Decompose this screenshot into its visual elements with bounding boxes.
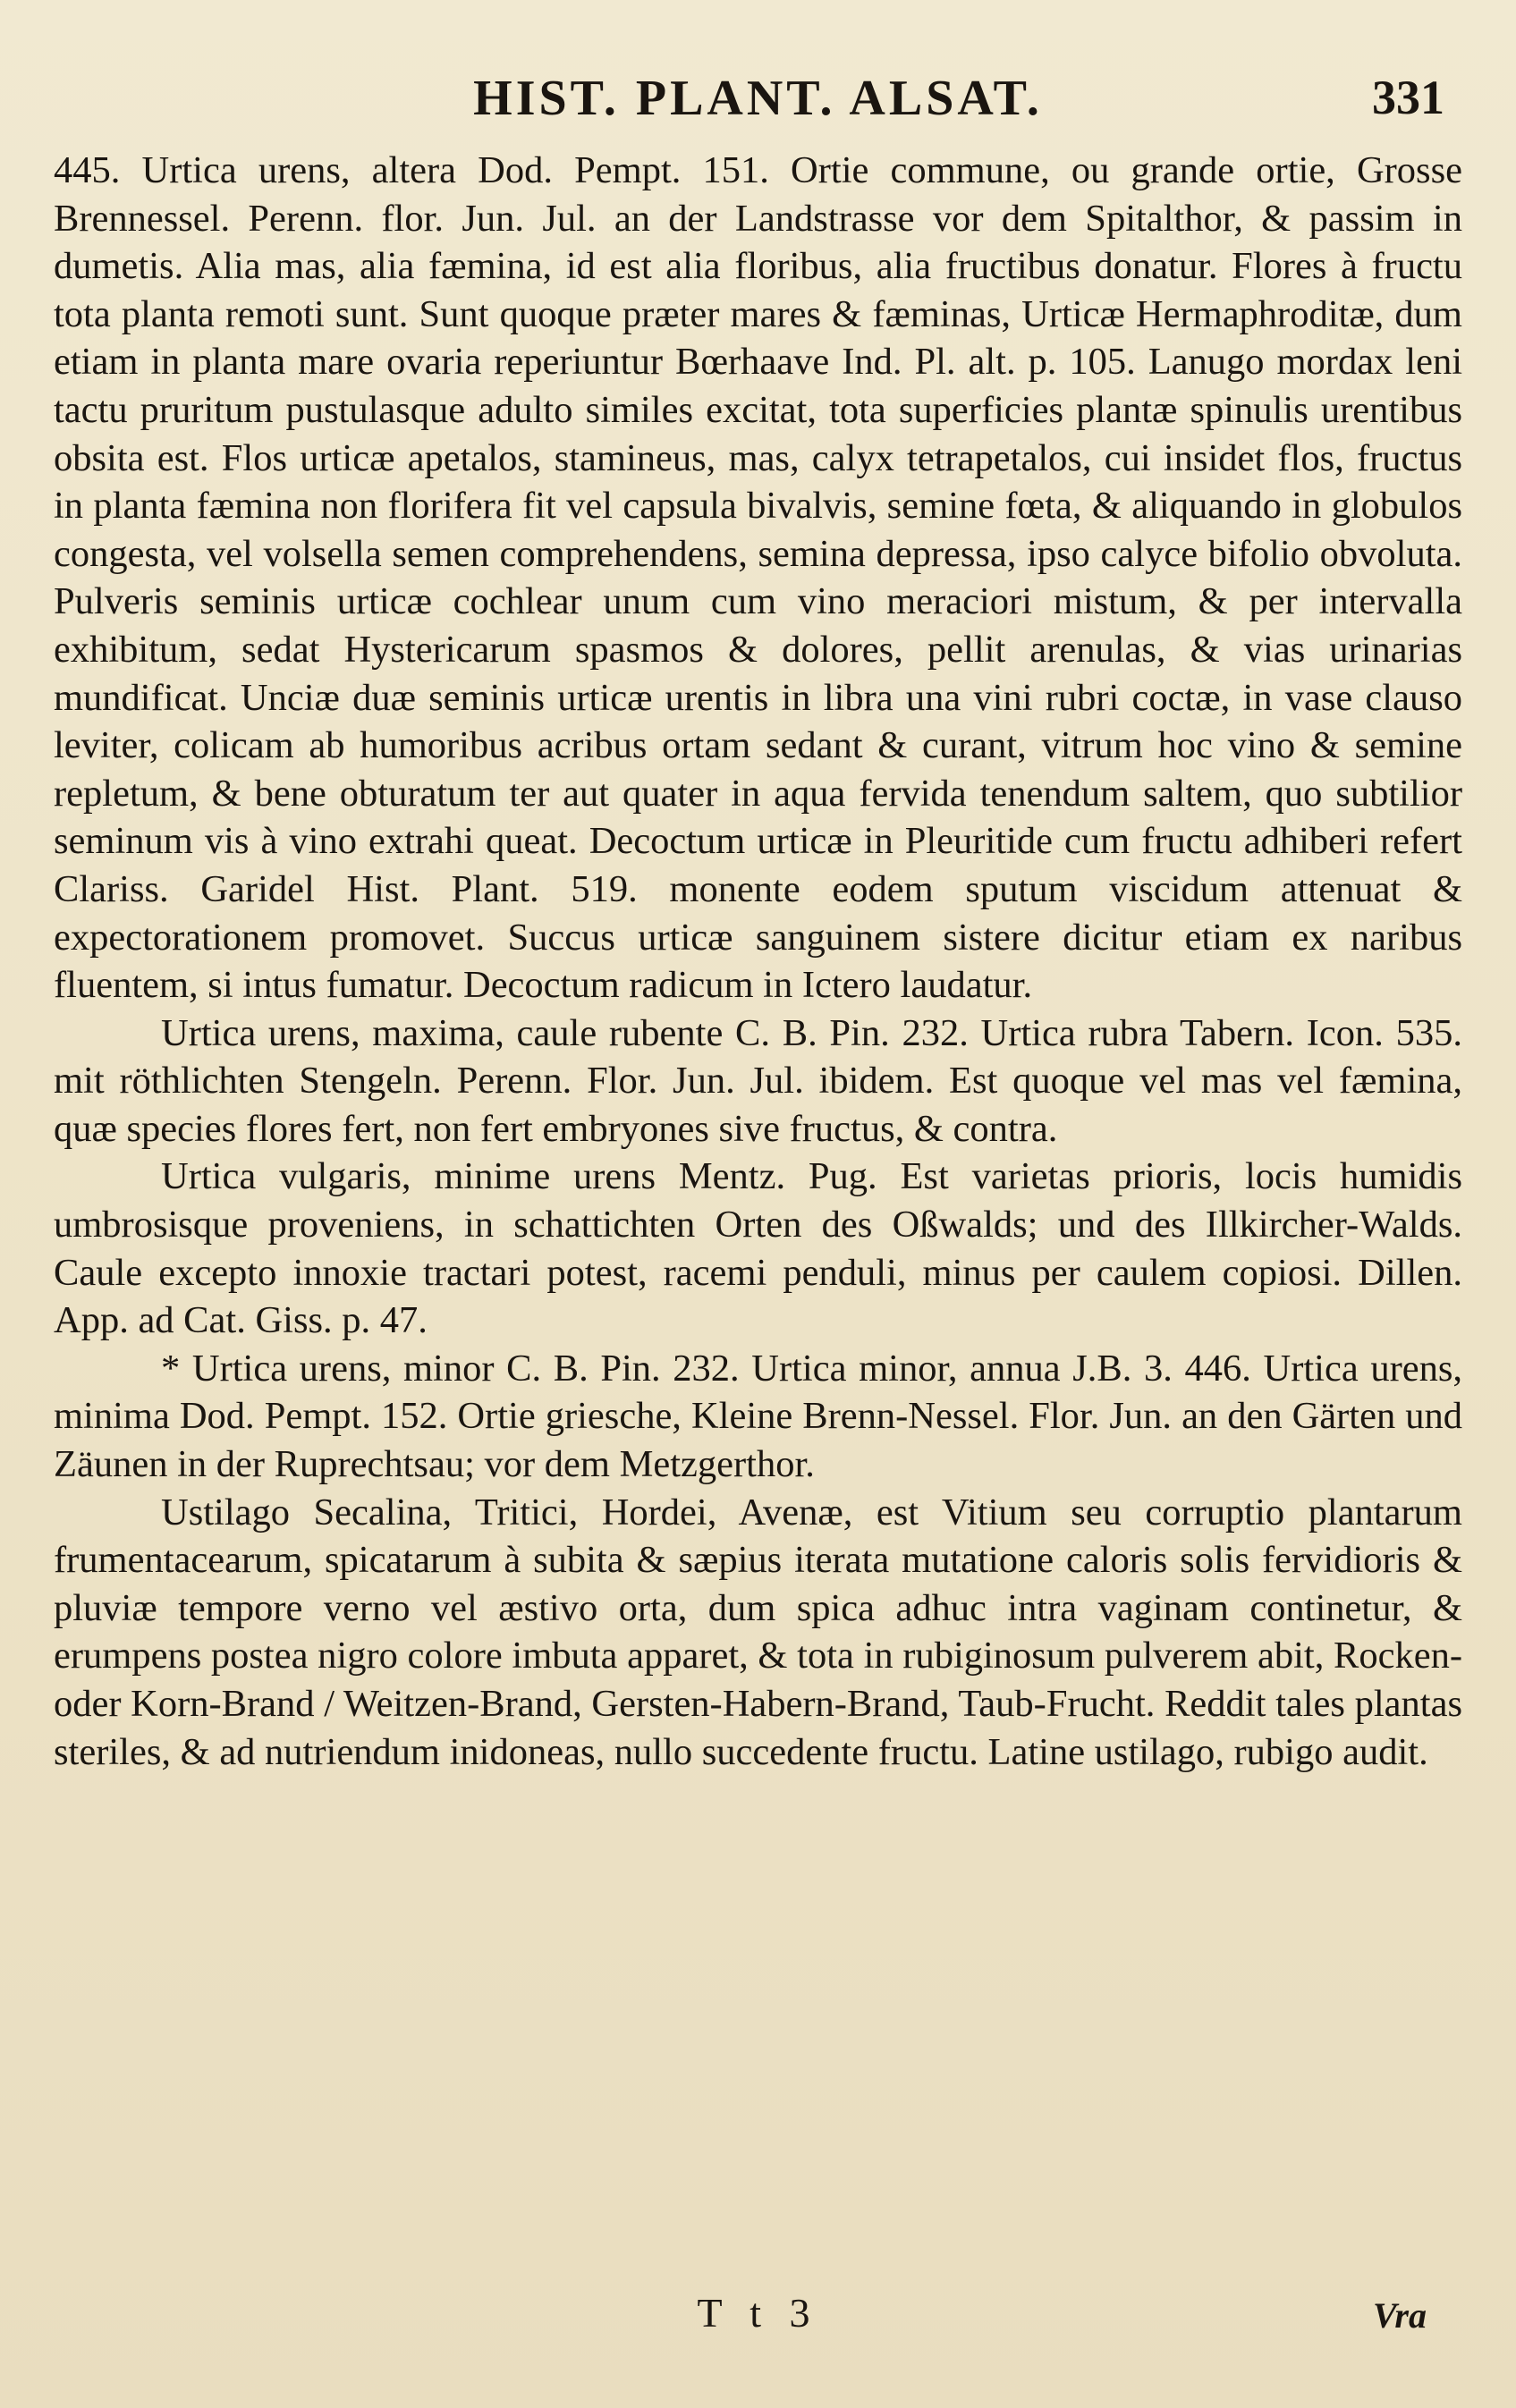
catchword: Vra: [1372, 2295, 1427, 2336]
running-head: [54, 70, 1462, 134]
page-number: 331: [1372, 71, 1444, 124]
entry-ustilago: Ustilago Secalina, Tritici, Hordei, Avenæ, est Vitium seu corruptio plantarum frumentacearum, spicatarum à subita & sæpius iterata mutatione caloris solis fervidioris & pluviæ tempore verno vel æstivo orta, dum spica adhuc intra vaginam continetur, & erumpens postea nigro colore imbuta apparet, & tota in rubiginosum pulverem abit, Rocken- oder Korn-Brand / Weitzen-Brand, Gersten-Habern-Brand, Taub-Frucht. Reddit tales plantas steriles, & ad nutriendum inidoneas, nullo succedente fructu. Latine ustilago, rubigo audit.: [54, 1491, 1462, 1773]
entry-urtica-maxima: Urtica urens, maxima, caule rubente C. B. Pin. 232. Urtica rubra Tabern. Icon. 535. mit röthlichten Stengeln. Perenn. Flor. Jun. Jul. ibidem. Est quoque vel mas vel fæmina, quæ species flores fert, non fert embryones sive fructus, & contra.: [54, 1011, 1462, 1150]
body-text: [54, 147, 1462, 1776]
entry-445-urtica-urens: 445. Urtica urens, altera Dod. Pempt. 151. Ortie commune, ou grande ortie, Grosse Brennessel. Perenn. flor. Jun. Jul. an der Landstrasse vor dem Spitalthor, & passim in dumetis. Alia mas, alia fæmina, id est alia floribus, alia fructibus donatur. Flores à fructu tota planta remoti sunt. Sunt quoque præter mares & fæminas, Urticæ Hermaphroditæ, dum etiam in planta mare ovaria reperiuntur Bœrhaave Ind. Pl. alt. p. 105. Lanugo mordax leni tactu pruritum pustulasque adulto similes excitat, tota superficies plantæ spinulis urentibus obsita est. Flos urticæ apetalos, stamineus, mas, calyx tetrapetalos, cui insidet flos, fructus in planta fæmina non florifera fit vel capsula bivalvis, semine fœta, & aliquando in globulos congesta, vel volsella semen comprehendens, semina depressa, ipso calyce bifolio obvoluta. Pulveris seminis urticæ cochlear unum cum vino meraciori mistum, & per intervalla exhibitum, sedat Hystericarum spasmos & dolores, pellit arenulas, & vias urinarias mundificat. Unciæ duæ seminis urticæ urentis in libra una vini rubri coctæ, in vase clauso leviter, colicam ab humoribus acribus ortam sedant & curant, vitrum hoc vino & semine repletum, & bene obturatum ter aut quater in aqua fervida tenendum saltem, quo subtilior seminum vis à vino extrahi queat. Decoctum urticæ in Pleuritide cum fructu adhiberi refert Clariss. Garidel Hist. Plant. 519. monente eodem sputum viscidum attenuat & expectorationem promovet. Succus urticæ sanguinem sistere dicitur etiam ex naribus fluentem, si intus fumatur. Decoctum radicum in Ictero laudatur.: [54, 149, 1462, 1007]
running-title: HIST. PLANT. ALSAT.: [473, 71, 1043, 126]
signature-mark: T t 3: [697, 2290, 819, 2336]
page-footer: [54, 2289, 1462, 2352]
entry-urtica-vulgaris: Urtica vulgaris, minime urens Mentz. Pug. Est varietas prioris, locis humidis umbrosisque proveniens, in schattichten Orten des Oßwalds; und des Illkircher-Walds. Caule excepto innoxie tractari potest, racemi penduli, minus per caulem copiosi. Dillen. App. ad Cat. Giss. p. 47.: [54, 1155, 1462, 1342]
entry-urtica-minor: * Urtica urens, minor C. B. Pin. 232. Urtica minor, annua J.B. 3. 446. Urtica urens, minima Dod. Pempt. 152. Ortie griesche, Kleine Brenn-Nessel. Flor. Jun. an den Gärten und Zäunen in der Ruprechtsau; vor dem Metzgerthor.: [54, 1347, 1462, 1486]
